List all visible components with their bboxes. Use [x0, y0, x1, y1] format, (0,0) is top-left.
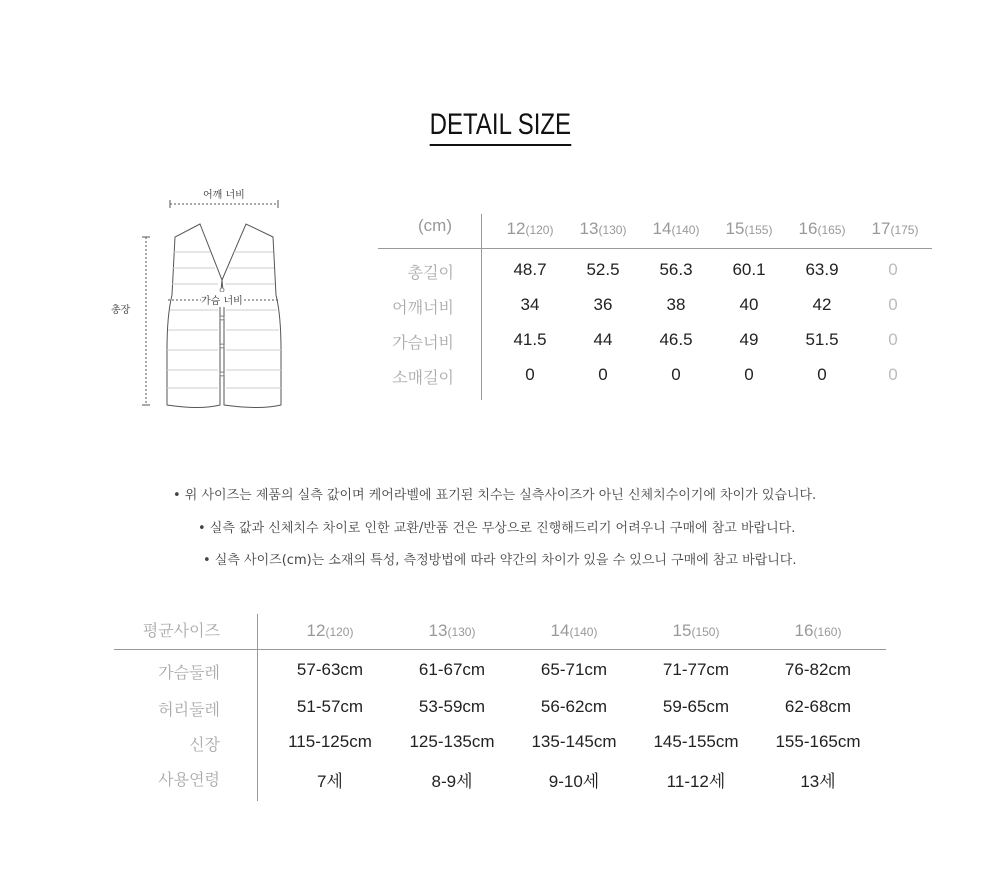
table-cell: 61-67cm [418, 660, 486, 679]
table-cell: 145-155cm [653, 732, 739, 751]
unit-label: (cm) [418, 216, 452, 235]
table-cell: 13세 [800, 772, 836, 791]
table-cell: 0 [744, 365, 754, 384]
table-cell: 49 [739, 330, 759, 349]
table-cell: 0 [888, 330, 898, 349]
note-item: • 위 사이즈는 제품의 실측 값이며 케어라벨에 표기된 치수는 실측사이즈가 아닌 신체치수이기에 차이가 있습니다. [173, 488, 817, 503]
total-length-label: 총장 [111, 305, 131, 316]
table-cell: 0 [817, 365, 827, 384]
table-cell: 7세 [317, 772, 343, 791]
table-cell: 38 [666, 295, 686, 314]
row-label: 사용연령 [158, 772, 220, 789]
table-cell: 51-57cm [296, 697, 364, 716]
row-label: 총길이 [407, 265, 454, 282]
table-cell: 56.3 [659, 260, 693, 279]
page-title-wrap [0, 108, 1000, 146]
page-title: DETAIL SIZE [429, 108, 570, 146]
table-cell: 57-63cm [296, 660, 364, 679]
table-cell: 0 [888, 365, 898, 384]
row-label: 가슴너비 [392, 335, 454, 352]
table-cell: 135-145cm [531, 732, 617, 751]
vest-illustration [100, 180, 300, 420]
row-label: 허리둘레 [158, 702, 220, 719]
avg-column-header: 16(160) [794, 621, 842, 640]
table-cell: 0 [888, 295, 898, 314]
table-divider [257, 614, 258, 801]
table-cell: 11-12세 [666, 772, 726, 791]
table-cell: 34 [520, 295, 540, 314]
table-cell: 36 [593, 295, 613, 314]
table-cell: 76-82cm [784, 660, 852, 679]
note-item: • 실측 사이즈(cm)는 소재의 특성, 측정방법에 따라 약간의 차이가 있을 수 있으니 구매에 참고 바랍니다. [203, 553, 797, 568]
size-column-header: 16(165) [798, 219, 846, 238]
shoulder-width-label: 어깨 너비 [203, 190, 245, 201]
table-cell: 40 [739, 295, 759, 314]
table-cell: 65-71cm [540, 660, 608, 679]
row-label: 소매길이 [392, 370, 454, 387]
table-cell: 8-9세 [431, 772, 473, 791]
table-cell: 9-10세 [548, 772, 600, 791]
size-column-header: 14(140) [652, 219, 700, 238]
note-item: • 실측 값과 신체치수 차이로 인한 교환/반품 건은 무상으로 진행해드리기 어려우니 구매에 참고 바랍니다. [198, 521, 796, 536]
table-cell: 46.5 [659, 330, 693, 349]
avg-column-header: 14(140) [550, 621, 598, 640]
avg-column-header: 12(120) [306, 621, 354, 640]
table-cell: 51.5 [805, 330, 839, 349]
avg-column-header: 13(130) [428, 621, 476, 640]
table-cell: 41.5 [513, 330, 547, 349]
chest-width-label: 가슴 너비 [201, 292, 243, 307]
vest-diagram [100, 180, 300, 420]
table-divider [114, 649, 886, 650]
table-cell: 125-135cm [409, 732, 495, 751]
table-cell: 42 [812, 295, 832, 314]
table-divider [378, 248, 932, 249]
table-cell: 52.5 [586, 260, 620, 279]
size-column-header: 12(120) [506, 219, 554, 238]
table-cell: 56-62cm [540, 697, 608, 716]
table-cell: 155-165cm [775, 732, 861, 751]
table-cell: 62-68cm [784, 697, 852, 716]
table-cell: 60.1 [732, 260, 766, 279]
row-label: 가슴둘레 [158, 665, 220, 682]
table-cell: 59-65cm [662, 697, 730, 716]
table-cell: 0 [525, 365, 535, 384]
table-cell: 71-77cm [662, 660, 730, 679]
size-column-header: 17(175) [871, 219, 919, 238]
table-cell: 44 [593, 330, 613, 349]
table-cell: 115-125cm [288, 732, 372, 751]
avg-column-header: 15(150) [672, 621, 720, 640]
row-label: 어깨너비 [392, 300, 454, 317]
table-cell: 0 [671, 365, 681, 384]
table-cell: 0 [888, 260, 898, 279]
size-column-header: 15(155) [725, 219, 773, 238]
size-column-header: 13(130) [579, 219, 627, 238]
row-label: 신장 [189, 737, 220, 754]
table-cell: 48.7 [513, 260, 547, 279]
table-cell: 63.9 [805, 260, 839, 279]
table-cell: 53-59cm [418, 697, 486, 716]
avg-header-label: 평균사이즈 [142, 623, 220, 640]
table-divider [481, 214, 482, 400]
table-cell: 0 [598, 365, 608, 384]
